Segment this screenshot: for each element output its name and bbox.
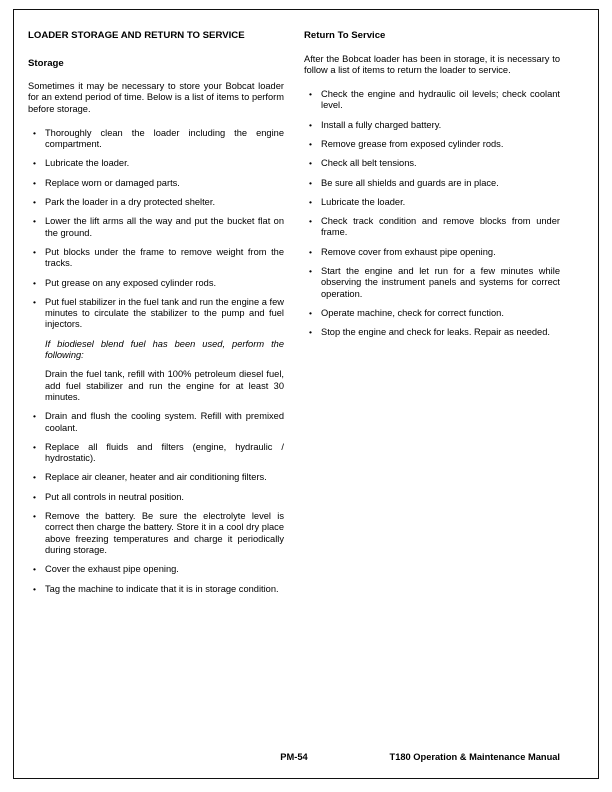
bullet-icon: • bbox=[33, 158, 36, 169]
footer-page-number: PM-54 bbox=[280, 752, 308, 762]
list-item-text: Lubricate the loader. bbox=[45, 158, 130, 169]
list-item bbox=[28, 197, 284, 208]
list-item-text: Remove grease from exposed cylinder rods. bbox=[321, 138, 504, 149]
list-item-text: Stop the engine and check for leaks. Repair as needed. bbox=[321, 327, 550, 338]
list-item-text: Check track condition and remove blocks from under frame. bbox=[321, 216, 560, 238]
bullet-icon: • bbox=[309, 246, 312, 257]
bullet-icon: • bbox=[33, 216, 36, 227]
list-item-text: Operate machine, check for correct function. bbox=[321, 307, 504, 318]
biodiesel-note-italic: If biodiesel blend fuel has been used, perform the following: bbox=[45, 338, 284, 361]
page-footer bbox=[28, 752, 560, 766]
list-item-text: Put all controls in neutral position. bbox=[45, 491, 185, 502]
list-item bbox=[28, 492, 284, 503]
list-item-text: Install a fully charged battery. bbox=[321, 119, 442, 130]
bullet-icon: • bbox=[33, 441, 36, 452]
bullet-icon: • bbox=[309, 119, 312, 130]
list-item-text: Remove the battery. Be sure the electrolyte level is correct then charge the battery. Store it in a cool dry place above freezing temperatures and charge it periodically during storage. bbox=[45, 511, 284, 555]
bullet-icon: • bbox=[309, 307, 312, 318]
list-item bbox=[304, 197, 560, 208]
list-item bbox=[28, 442, 284, 465]
list-item bbox=[304, 89, 560, 112]
list-item-text: Tag the machine to indicate that it is in storage condition. bbox=[45, 583, 279, 594]
list-item-text: Lower the lift arms all the way and put the bucket flat on the ground. bbox=[45, 216, 284, 238]
list-item bbox=[28, 511, 284, 556]
biodiesel-note: Drain the fuel tank, refill with 100% petroleum diesel fuel, add fuel stabilizer and run the engine for at least 30 minutes. bbox=[45, 369, 284, 402]
list-item bbox=[28, 128, 284, 151]
bullet-icon: • bbox=[33, 127, 36, 138]
bullet-icon: • bbox=[309, 266, 312, 277]
list-item bbox=[304, 216, 560, 239]
storage-intro-paragraph: Sometimes it may be necessary to store your Bobcat loader for an extend period of time. Below is a list of items to perform before storage. bbox=[28, 81, 284, 114]
list-item-text: Put blocks under the frame to remove weight from the tracks. bbox=[45, 246, 284, 269]
list-item-text: Remove cover from exhaust pipe opening. bbox=[321, 246, 496, 257]
list-item bbox=[304, 308, 560, 319]
list-item bbox=[28, 158, 284, 169]
subheading-return-to-service: Return To Service bbox=[304, 30, 386, 41]
bullet-icon: • bbox=[309, 327, 312, 338]
bullet-icon: • bbox=[33, 177, 36, 188]
list-item-text: Check the engine and hydraulic oil levels; check coolant level. bbox=[321, 89, 560, 111]
list-item-text: Replace air cleaner, heater and air conditioning filters. bbox=[45, 472, 267, 483]
bullet-icon: • bbox=[33, 246, 36, 257]
list-item-text: Start the engine and let run for a few minutes while observing the instrument panels and systems for correct operation. bbox=[321, 266, 560, 299]
list-item bbox=[28, 411, 284, 434]
list-item-text: Be sure all shields and guards are in place. bbox=[321, 177, 499, 188]
return-intro-paragraph: After the Bobcat loader has been in storage, it is necessary to follow a list of items to return the loader to service. bbox=[304, 53, 560, 75]
list-item bbox=[304, 327, 560, 338]
list-item-text: Put fuel stabilizer in the fuel tank and run the engine a few minutes to circulate the stabilizer to the pump and fuel injectors. bbox=[45, 296, 284, 330]
list-item bbox=[304, 139, 560, 150]
bullet-icon: • bbox=[33, 511, 36, 522]
left-column bbox=[28, 30, 284, 603]
page-content bbox=[28, 30, 560, 603]
list-item bbox=[28, 216, 284, 239]
bullet-icon: • bbox=[309, 216, 312, 227]
bullet-icon: • bbox=[33, 583, 36, 594]
list-item bbox=[304, 120, 560, 131]
storage-bullet-list bbox=[28, 128, 284, 595]
list-item-text: Drain and flush the cooling system. Refill with premixed coolant. bbox=[45, 411, 284, 433]
list-item-text: Lubricate the loader. bbox=[321, 196, 406, 207]
list-item bbox=[28, 278, 284, 289]
bullet-icon: • bbox=[33, 564, 36, 575]
list-item-text: Thoroughly clean the loader including the engine compartment. bbox=[45, 127, 284, 150]
list-item bbox=[28, 564, 284, 575]
return-bullet-list bbox=[304, 89, 560, 338]
bullet-icon: • bbox=[309, 158, 312, 169]
list-item-text: Put grease on any exposed cylinder rods. bbox=[45, 277, 217, 288]
bullet-icon: • bbox=[33, 296, 36, 307]
bullet-icon: • bbox=[33, 491, 36, 502]
subheading-storage: Storage bbox=[28, 57, 64, 69]
bullet-icon: • bbox=[33, 197, 36, 208]
bullet-icon: • bbox=[309, 196, 312, 207]
bullet-icon: • bbox=[309, 89, 312, 100]
list-item bbox=[28, 472, 284, 483]
list-item bbox=[28, 178, 284, 189]
list-item-text: Park the loader in a dry protected shelter. bbox=[45, 197, 216, 208]
list-item bbox=[304, 158, 560, 169]
right-column bbox=[304, 30, 560, 603]
bullet-icon: • bbox=[33, 411, 36, 422]
bullet-icon: • bbox=[309, 138, 312, 149]
section-heading-loader-storage: LOADER STORAGE AND RETURN TO SERVICE bbox=[28, 30, 245, 41]
list-item-text: Replace worn or damaged parts. bbox=[45, 177, 180, 188]
bullet-icon: • bbox=[33, 472, 36, 483]
list-item bbox=[28, 297, 284, 331]
list-item bbox=[28, 247, 284, 270]
list-item-text: Replace all fluids and filters (engine, hydraulic / hydrostatic). bbox=[45, 441, 284, 464]
list-item-text: Cover the exhaust pipe opening. bbox=[45, 564, 179, 575]
list-item bbox=[304, 178, 560, 189]
bullet-icon: • bbox=[309, 177, 312, 188]
list-item bbox=[304, 247, 560, 258]
footer-manual-title: T180 Operation & Maintenance Manual bbox=[389, 752, 560, 762]
list-item bbox=[28, 584, 284, 595]
list-item-text: Check all belt tensions. bbox=[321, 158, 417, 169]
bullet-icon: • bbox=[33, 277, 36, 288]
list-item bbox=[304, 266, 560, 300]
